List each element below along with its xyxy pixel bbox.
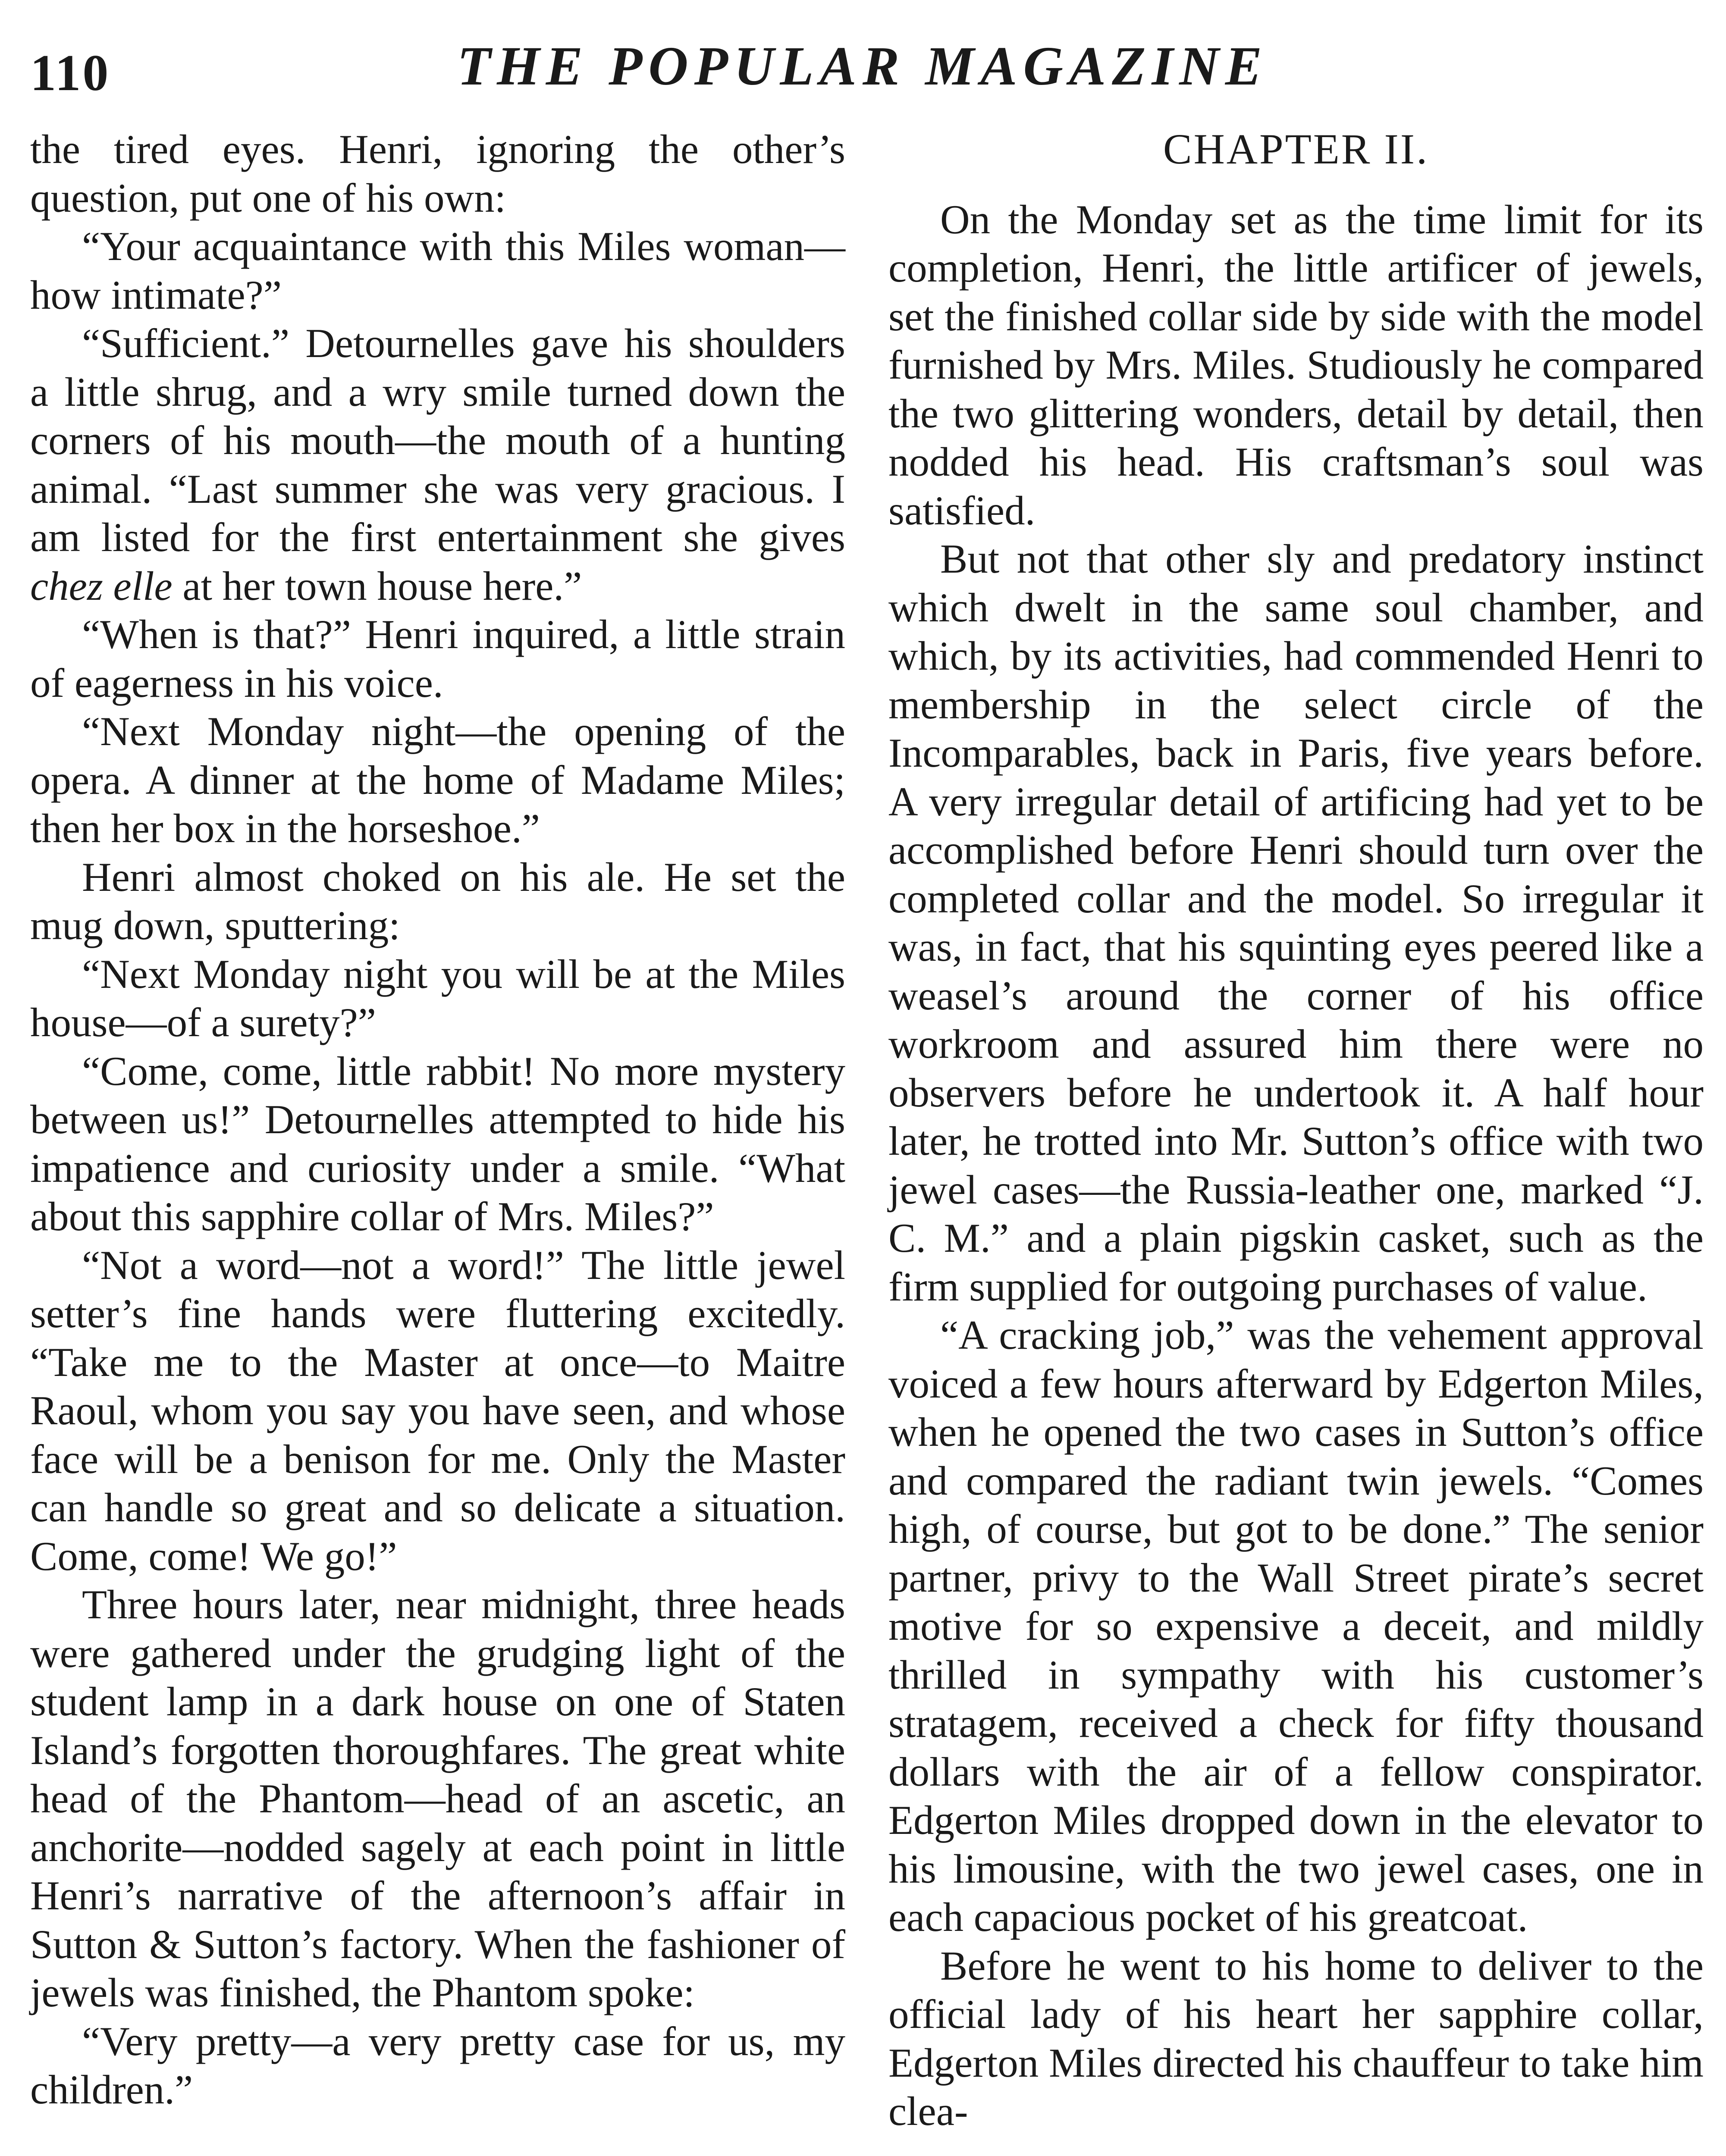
page-header xyxy=(26,34,1699,103)
paragraph: “A cracking job,” was the vehement approval voiced a few hours afterward by Edgerton Miles, when he opened the two cases in Sutton’s office and compared the radiant twin jewels. “Comes high, of course, but got to be done.” The senior partner, privy to the Wall Street pirate’s secret motive for so expensive a deceit, and mildly thrilled in sympathy with his customer’s stratagem, received a check for fifty thousand dollars with the air of a fellow conspirator. Edgerton Miles dropped down in the elevator to his limousine, with the two jewel cases, one in each capacious pocket of his greatcoat. xyxy=(888,1312,1704,1940)
paragraph-text: “Sufficient.” Detournelles gave his shoulders a little shrug, and a wry smile turned down the corners of his mouth—the mouth of a hunting animal. “Last summer she was very gracious. I am listed for the first entertainment she gives xyxy=(30,320,845,560)
left-column xyxy=(30,125,845,2156)
page-number: 110 xyxy=(30,44,110,101)
paragraph: Before he went to his home to deliver to the official lady of his heart her sapphire collar, Edgerton Miles directed his chauffeur to take him clea- xyxy=(888,1943,1704,2134)
chapter-heading: CHAPTER II. xyxy=(1163,125,1429,173)
italic-phrase: chez elle xyxy=(30,563,173,609)
paragraph: “Come, come, little rabbit! No more mystery between us!” Detournelles attempted to hide his impatience and curiosity under a smile. “What about this sapphire collar of Mrs. Miles?” xyxy=(30,1048,845,1239)
paragraph: “Next Monday night—the opening of the opera. A dinner at the home of Madame Miles; then her box in the horseshoe.” xyxy=(30,708,845,851)
paragraph: Henri almost choked on his ale. He set the mug down, sputtering: xyxy=(30,854,845,948)
paragraph: “Next Monday night you will be at the Miles house—of a surety?” xyxy=(30,951,845,1045)
paragraph xyxy=(30,319,845,610)
magazine-title: THE POPULAR MAGAZINE xyxy=(457,35,1268,97)
paragraph: But not that other sly and predatory instinct which dwelt in the same soul chamber, and which, by its activities, had commended Henri to membership in the select circle of the Incomparables, back in Paris, five years before. A very irregular detail of artificing had yet to be accomplished before Henri should turn over the completed collar and the model. So irregular it was, in fact, that his squinting eyes peered like a weasel’s around the corner of his office workroom and assured him there were no observers before he undertook it. A half hour later, he trotted into Mr. Sutton’s office with two jewel cases—the Russia-leather one, marked “J. C. M.” and a plain pigskin casket, such as the firm supplied for outgoing purchases of value. xyxy=(888,536,1704,1310)
paragraph: Three hours later, near midnight, three heads were gathered under the grudging light of the student lamp in a dark house on one of Staten Island’s forgotten thoroughfares. The great white head of the Phantom—head of an ascetic, an anchorite—nodded sagely at each point in little Henri’s narrative of the afternoon’s affair in Sutton & Sutton’s factory. When the fashioner of jewels was finished, the Phantom spoke: xyxy=(30,1582,845,2015)
paragraph: the tired eyes. Henri, ignoring the other’s question, put one of his own: xyxy=(30,126,845,221)
paragraph: “Your acquaintance with this Miles woman—how intimate?” xyxy=(30,223,845,318)
paragraph: “Very pretty—a very pretty case for us, my children.” xyxy=(30,2018,845,2112)
right-column xyxy=(888,125,1704,2156)
paragraph: “Not a word—not a word!” The little jewel setter’s fine hands were fluttering excitedly. “Take me to the Master at once—to Maitre Raoul, whom you say you have seen, and whose face will be a benison for me. Only the Master can handle so great and so delicate a situation. Come, come! We go!” xyxy=(30,1242,845,1579)
paragraph-text: at her town house here.” xyxy=(172,563,582,609)
paragraph: On the Monday set as the time limit for its completion, Henri, the little artificer of jewels, set the finished collar side by side with the model furnished by Mrs. Miles. Studiously he compared the two glittering wonders, detail by detail, then nodded his head. His craftsman’s soul was satisfied. xyxy=(888,196,1704,533)
paragraph: “When is that?” Henri inquired, a little strain of eagerness in his voice. xyxy=(30,611,845,706)
